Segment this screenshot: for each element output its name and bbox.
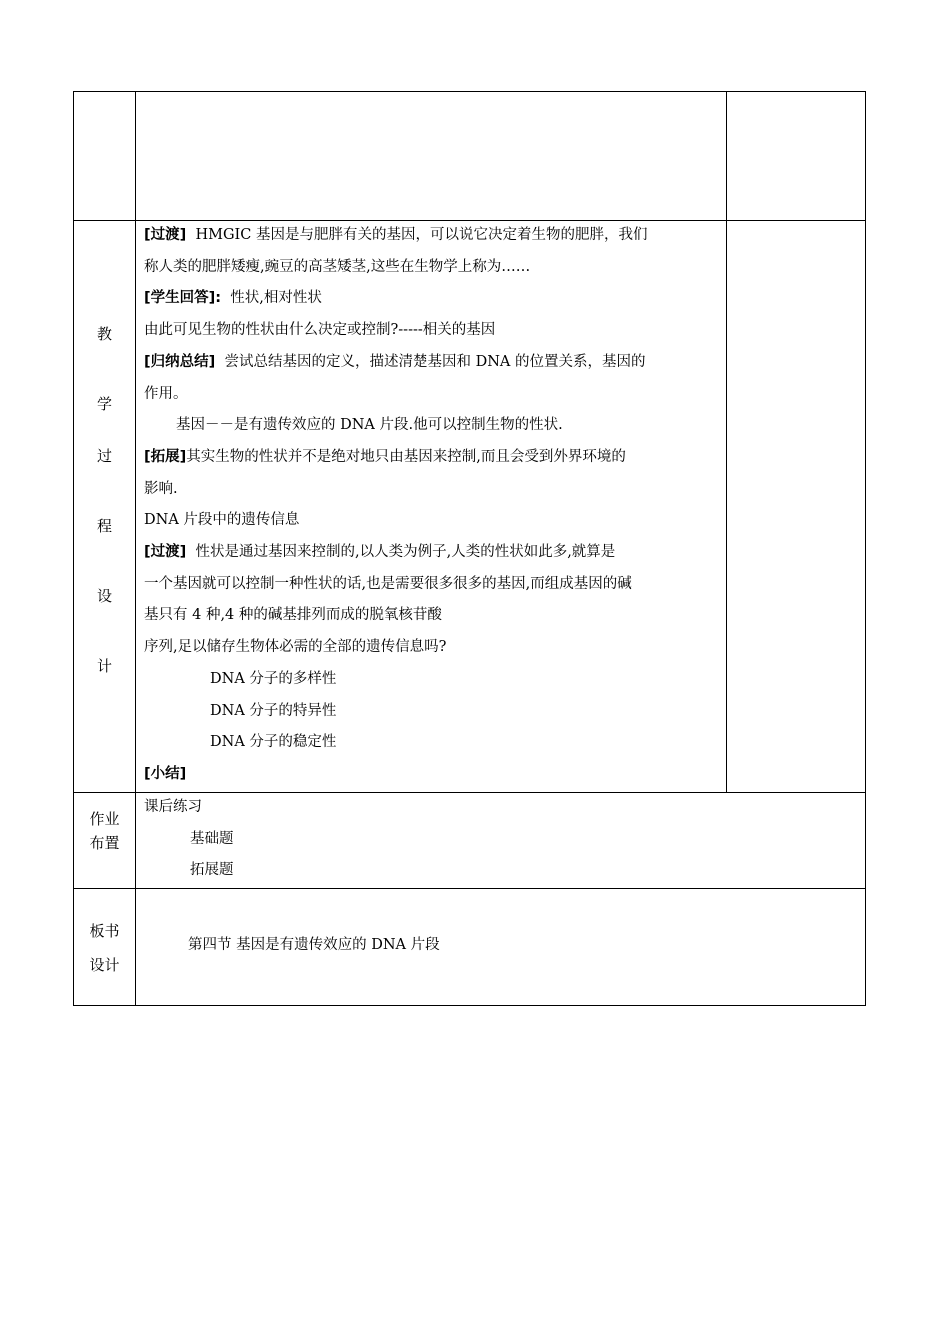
process-line-tag: [拓展] [144,448,187,465]
process-line-tag: [过渡] [144,227,187,243]
process-line [144,347,724,379]
homework-label [74,807,135,855]
board-label-line1: 板书 [89,922,120,940]
process-side-label-char: 过 [96,447,112,465]
homework-item-extended: 拓展题 [190,862,234,878]
process-line-text: DNA 分子的多样性 [210,670,337,687]
homework-title: 课后练习 [144,799,202,815]
homework-label-line1: 作业 [89,810,120,828]
process-line [144,315,724,347]
board-label-line2: 设计 [89,956,120,974]
col-divider-left [135,92,136,1005]
board-title: 第四节 基因是有遗传效应的 DNA 片段 [188,937,440,953]
process-line-text: 由此可见生物的性状由什么决定或控制?-----相关的基因 [144,322,496,339]
process-line [144,505,724,537]
process-line [144,537,724,569]
process-content [144,220,724,792]
process-line-tag: [学生回答]: [144,290,222,307]
process-side-label-char: 学 [96,395,112,413]
process-side-label-char: 程 [96,517,112,535]
process-line [144,252,724,284]
process-line [144,696,724,728]
process-line-text: 称人类的肥胖矮瘦,豌豆的高茎矮茎,这些在生物学上称为…… [144,258,531,275]
process-line-text: 尝试总结基因的定义，描述清楚基因和 DNA 的位置关系，基因的 [215,353,646,370]
board-content [188,930,788,962]
process-line [144,442,724,474]
lesson-table [73,91,866,1006]
process-line [144,632,724,664]
process-line-text: HMGIC 基因是与肥胖有关的基因，可以说它决定着生物的肥胖，我们 [186,227,648,243]
process-line-text: 一个基因就可以控制一种性状的话,也是需要很多很多的基因,而组成基因的碱 [144,575,632,592]
process-line [144,664,724,696]
process-line [144,379,724,411]
process-line-text: 影响. [144,480,178,497]
row-divider-3 [74,888,865,889]
process-line-text: 基只有 4 种,4 种的碱基排列而成的脱氧核苷酸 [144,607,442,624]
process-side-label-char: 教 [96,325,112,343]
process-line [144,283,724,315]
process-line-text: 其实生物的性状并不是绝对地只由基因来控制,而且会受到外界环境的 [186,448,626,465]
process-line [144,727,724,759]
process-line-text: 性状,相对性状 [221,290,322,307]
process-line-text: DNA 片段中的遗传信息 [144,512,300,529]
homework-item-basic: 基础题 [190,830,234,847]
process-line-text: DNA 分子的稳定性 [210,734,337,751]
process-line [144,600,724,632]
process-line-text: 基因－－是有遗传效应的 DNA 片段.他可以控制生物的性状. [176,417,563,434]
board-label [74,914,135,982]
process-line-text: 性状是通过基因来控制的,以人类为例子,人类的性状如此多,就算是 [186,544,616,561]
process-line-text: 序列,足以储存生物体必需的全部的遗传信息吗? [144,639,447,656]
process-line [144,410,724,442]
process-line-tag: [过渡] [144,544,187,561]
process-line-tag: [小结] [144,765,187,782]
process-line-tag: [归纳总结] [144,353,216,370]
process-side-label-char: 计 [96,657,112,675]
homework-label-line2: 布置 [89,834,120,852]
process-line [144,759,724,791]
process-line [144,474,724,506]
homework-content [144,792,864,888]
process-line-text: 作用。 [144,385,188,402]
col-divider-right [726,92,727,792]
process-line-text: DNA 分子的特异性 [210,702,337,719]
process-side-label-char: 设 [96,587,112,605]
process-line [144,569,724,601]
process-line [144,220,724,252]
